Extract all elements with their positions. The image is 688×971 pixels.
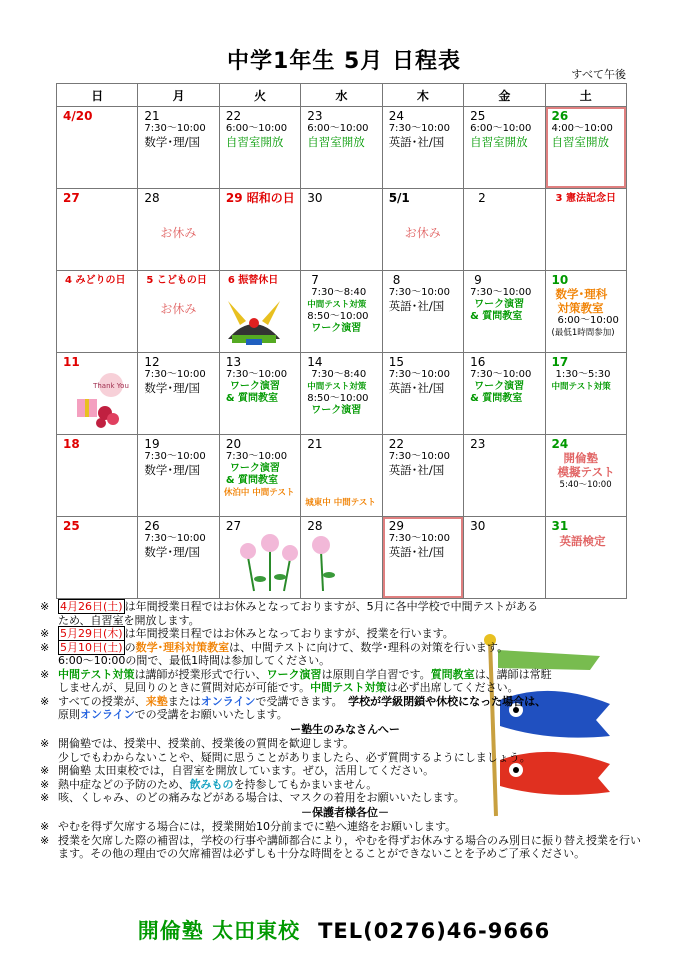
- note-fragment: 咳、くしゃみ、のどの痛みなどがある場合は、マスクの着用をお願いいたします。: [58, 791, 465, 804]
- day-cell: [57, 189, 138, 271]
- midterm-prep: 中間テスト対策: [551, 382, 611, 392]
- day-number: 23: [470, 437, 486, 451]
- class-time: 7:30～8:40: [311, 287, 367, 298]
- note-emphasis: 中間テスト対策: [58, 667, 135, 681]
- note-emphasis: 質問教室: [430, 667, 475, 681]
- prep-class-label: 対策教室: [557, 301, 604, 315]
- day-number: 10: [551, 273, 569, 287]
- day-cell-highlighted: [545, 107, 626, 189]
- day-cell: [138, 189, 219, 271]
- class-subject: 英語･社/国: [388, 545, 445, 559]
- week-row: [57, 271, 627, 353]
- class-time: 6:00～10:00: [557, 315, 619, 326]
- day-cell: [545, 435, 626, 517]
- attendance-note: (最低1時間参加): [551, 328, 615, 338]
- afternoon-note: すべて午後: [571, 68, 626, 81]
- day-number: 24: [551, 437, 569, 451]
- holiday-label: 4 みどりの日: [65, 275, 126, 286]
- day-cell: [57, 353, 138, 435]
- day-number: 8: [392, 273, 401, 287]
- day-number: 22: [388, 437, 404, 451]
- note-mark: ※: [40, 777, 50, 791]
- day-cell: [301, 189, 382, 271]
- note-fragment: 開倫塾では、授業中、授業前、授業後の質問を歓迎します。: [58, 737, 355, 750]
- day-number: 27: [63, 191, 80, 205]
- day-number: 4/20: [63, 109, 93, 123]
- closed-label: お休み: [160, 226, 197, 240]
- weekday-fri: 金: [464, 84, 545, 107]
- day-number: 29: [388, 519, 404, 533]
- day-cell: [545, 271, 626, 353]
- workbook-practice: ワーク演習: [311, 405, 362, 416]
- day-number: 31: [551, 519, 569, 533]
- note-fragment: は年間授業日程ではお休みとなっておりますが、5月に各中学校で中間テストがある: [124, 600, 539, 613]
- day-number: 26: [144, 519, 160, 533]
- class-time: 6:00～10:00: [470, 123, 532, 134]
- day-number: 22: [225, 109, 242, 123]
- note-fragment: または: [167, 694, 201, 708]
- day-cell: [57, 271, 138, 353]
- class-time: 7:30～10:00: [388, 287, 450, 298]
- mock-test-school: 開倫塾: [563, 451, 599, 465]
- note-item: [40, 627, 650, 641]
- note-item: [40, 737, 650, 764]
- workbook-practice: ワーク演習: [311, 323, 362, 334]
- day-cell: [138, 107, 219, 189]
- holiday-label: 6 振替休日: [227, 275, 279, 286]
- note-mark: ※: [40, 764, 50, 777]
- note-fragment: を持参してもかまいません。: [233, 777, 378, 791]
- note-emphasis: オンライン: [80, 708, 135, 721]
- day-cell: [138, 517, 219, 599]
- note-fragment: しませんが、見回りのときに質問対応が可能です。: [58, 681, 311, 694]
- school-midterm-note: 休泊中 中間テスト: [223, 488, 295, 498]
- class-time: 5:40～10:00: [559, 480, 612, 490]
- study-room-open: 自習室開放: [551, 135, 610, 149]
- eiken-test: 英語検定: [559, 534, 606, 548]
- note-fragment: は年間授業日程ではお休みとなっておりますが、授業を行います。: [124, 627, 454, 640]
- question-room: & 質問教室: [470, 393, 523, 404]
- day-cell: [545, 353, 626, 435]
- note-emphasis: 飲みもの: [189, 777, 234, 791]
- day-cell: [138, 353, 219, 435]
- day-cell: [382, 189, 463, 271]
- study-room-open: 自習室開放: [470, 135, 528, 149]
- class-time: 4:00～10:00: [551, 123, 613, 134]
- note-fragment: は必ず出席してください。: [386, 681, 519, 694]
- parents-heading: －保護者様各位－: [301, 805, 389, 819]
- note-mark: ※: [40, 833, 50, 847]
- note-fragment: すべての授業が、: [58, 694, 146, 708]
- clover-flowers-icon: [234, 529, 304, 595]
- kabuto-helmet-icon: [222, 295, 286, 347]
- day-number: 17: [551, 355, 569, 369]
- note-fragment: は講師が授業形式で行い、: [134, 667, 267, 681]
- class-time: 7:30～10:00: [225, 369, 288, 380]
- question-room: & 質問教室: [470, 311, 523, 322]
- note-text: [58, 600, 650, 627]
- note-item: [40, 695, 650, 722]
- day-number: 16: [470, 355, 486, 369]
- day-cell: [219, 107, 300, 189]
- students-heading: ー塾生のみなさんへー: [290, 722, 400, 736]
- day-cell: [219, 271, 300, 353]
- day-cell: [301, 271, 382, 353]
- day-number: 15: [388, 355, 404, 369]
- class-time: 7:30～8:40: [311, 369, 367, 380]
- schedule-calendar: [56, 83, 627, 599]
- workbook-practice: ワーク演習: [229, 463, 280, 474]
- note-emphasis: 学校が学級閉鎖や休校になった場合は、: [348, 694, 547, 708]
- weekday-wed: 水: [301, 84, 382, 107]
- day-cell: [382, 435, 463, 517]
- day-cell: [464, 435, 545, 517]
- note-mark: ※: [40, 627, 50, 640]
- class-time: 7:30～10:00: [388, 451, 450, 462]
- page-title: 中学1年生 5月 日程表: [227, 49, 461, 74]
- day-cell: [301, 517, 382, 599]
- day-number: 11: [63, 355, 80, 369]
- note-fragment: は、講師は常駐: [474, 667, 552, 681]
- day-number: 12: [144, 355, 160, 369]
- workbook-practice: ワーク演習: [229, 381, 280, 392]
- day-cell: [57, 517, 138, 599]
- class-subject: 数学･理/国: [144, 463, 201, 477]
- note-emphasis: 中間テスト対策: [310, 681, 387, 694]
- day-number: 30: [307, 191, 323, 205]
- day-cell: [57, 435, 138, 517]
- class-time: 7:30～10:00: [388, 123, 450, 134]
- day-cell: [382, 353, 463, 435]
- class-time: 7:30～10:00: [144, 533, 206, 544]
- note-fragment: は、中間テストに向けて、数学･理科の対策を行います。: [229, 640, 509, 654]
- note-fragment: 原則: [58, 708, 80, 721]
- day-cell: [545, 189, 626, 271]
- day-cell: [219, 353, 300, 435]
- note-fragment: 少しでもわからないことや、疑問に思うことがありましたら、必ず質問するようにしましょう。: [58, 750, 531, 764]
- day-cell: [57, 107, 138, 189]
- class-time: 7:30～10:00: [388, 369, 450, 380]
- note-text: [58, 668, 650, 695]
- day-number: 20: [225, 437, 242, 451]
- class-subject: 英語･社/国: [388, 135, 445, 149]
- weekday-thu: 木: [382, 84, 463, 107]
- week-row: [57, 107, 627, 189]
- day-number: 28: [307, 519, 323, 533]
- day-number: 25: [63, 519, 80, 533]
- class-time: 6:00～10:00: [225, 123, 288, 134]
- thank-you-flowers-icon: [71, 369, 133, 431]
- note-item: [40, 791, 650, 805]
- note-fragment: ため、自習室を開放します。: [58, 613, 200, 627]
- mock-test-label: 模擬テスト: [557, 465, 615, 479]
- class-subject: 英語･社/国: [388, 299, 445, 313]
- note-emphasis: 数学･理科対策教室: [135, 640, 230, 654]
- day-number: 30: [470, 519, 486, 533]
- class-time: 7:30～10:00: [470, 369, 532, 380]
- midterm-prep: 中間テスト対策: [307, 300, 367, 310]
- day-number: 21: [144, 109, 160, 123]
- weekday-sun: 日: [57, 84, 138, 107]
- day-cell: [545, 517, 626, 599]
- day-number: 9: [474, 273, 482, 287]
- class-time: 7:30～10:00: [470, 287, 532, 298]
- note-item: [40, 778, 650, 792]
- class-time: 8:50～10:00: [307, 393, 369, 404]
- note-item: [40, 820, 650, 834]
- day-cell: [464, 107, 545, 189]
- weekday-tue: 火: [219, 84, 300, 107]
- class-subject: 英語･社/国: [388, 463, 445, 477]
- class-time: 7:30～10:00: [144, 369, 206, 380]
- workbook-practice: ワーク演習: [474, 381, 525, 392]
- day-cell: [382, 107, 463, 189]
- note-text: [58, 641, 650, 668]
- footer: [0, 915, 688, 945]
- study-room-open: 自習室開放: [307, 135, 365, 149]
- note-fragment: での受講をお願いいたします。: [134, 708, 288, 721]
- day-number: 26: [551, 109, 569, 123]
- note-mark: ※: [40, 791, 50, 804]
- highlight-date: 4月26日(土): [60, 600, 123, 613]
- class-time: 6:00～10:00: [307, 123, 369, 134]
- day-cell: [138, 271, 219, 353]
- note-mark: ※: [40, 820, 50, 833]
- note-item: [40, 668, 650, 695]
- day-cell: [219, 435, 300, 517]
- day-number: 14: [307, 355, 323, 369]
- clover-flower-icon: [305, 529, 339, 595]
- note-mark: ※: [40, 737, 50, 750]
- week-row: [57, 517, 627, 599]
- math-science-prep: 数学･理科: [555, 287, 608, 301]
- class-subject: 数学･理/国: [144, 381, 201, 395]
- note-fragment: 熱中症などの予防のため、: [58, 777, 190, 791]
- note-item: [40, 764, 650, 778]
- weekday-mon: 月: [138, 84, 219, 107]
- day-cell: [138, 435, 219, 517]
- day-number: 5/1: [388, 191, 410, 205]
- note-fragment: 開倫塾 太田東校では，自習室を開放しています。ぜひ，活用してください。: [58, 764, 435, 777]
- day-cell-highlighted: [382, 517, 463, 599]
- midterm-prep: 中間テスト対策: [307, 382, 367, 392]
- note-item: [40, 834, 650, 861]
- day-number: 21: [307, 437, 323, 451]
- class-time: 7:30～10:00: [388, 533, 450, 544]
- thank-you-text: Thank You: [93, 382, 129, 390]
- class-time: 1:30～5:30: [555, 369, 611, 380]
- day-cell: [464, 189, 545, 271]
- class-subject: 英語･社/国: [388, 381, 445, 395]
- class-time: 8:50～10:00: [307, 311, 369, 322]
- day-cell: [301, 107, 382, 189]
- day-number: 13: [225, 355, 242, 369]
- weekday-sat: 土: [545, 84, 626, 107]
- class-subject: 数学･理/国: [144, 545, 201, 559]
- study-room-open: 自習室開放: [225, 135, 284, 149]
- day-number: 2: [478, 191, 486, 205]
- day-cell: [219, 189, 300, 271]
- note-mark: ※: [40, 600, 50, 613]
- class-time: 7:30～10:00: [144, 451, 206, 462]
- note-mark: ※: [40, 640, 50, 654]
- note-fragment: の: [124, 640, 136, 654]
- note-mark: ※: [40, 667, 50, 681]
- day-cell: [301, 435, 382, 517]
- holiday-label: 5 こどもの日: [146, 275, 207, 286]
- day-number: 18: [63, 437, 80, 451]
- holiday-label: 3 憲法記念日: [555, 193, 616, 204]
- note-emphasis: 来塾: [145, 694, 168, 708]
- week-row: [57, 189, 627, 271]
- note-item: [40, 600, 650, 627]
- day-cell: [464, 271, 545, 353]
- closed-label: お休み: [404, 226, 441, 240]
- day-number: 19: [144, 437, 160, 451]
- note-fragment: やむを得ず欠席する場合には，授業開始10分前までに塾へ連絡をお願いします。: [58, 820, 457, 833]
- note-text: [58, 737, 650, 764]
- school-name: 開倫塾 太田東校: [137, 919, 301, 943]
- weekday-header-row: [57, 84, 627, 107]
- class-subject: 数学･理/国: [144, 135, 201, 149]
- note-text: [58, 627, 650, 641]
- day-cell: [219, 517, 300, 599]
- day-number: 7: [311, 273, 319, 287]
- highlight-date: 5月10日(土): [60, 640, 123, 654]
- note-fragment: で受講できます。: [255, 694, 349, 708]
- day-cell: [382, 271, 463, 353]
- day-number: 23: [307, 109, 323, 123]
- note-emphasis: オンライン: [200, 694, 256, 708]
- highlight-date: 5月29日(木): [60, 627, 123, 640]
- day-cell: [301, 353, 382, 435]
- week-row: [57, 435, 627, 517]
- holiday-label: 29 昭和の日: [225, 191, 295, 205]
- note-fragment: 授業を欠席した際の補習は，学校の行事や講師都合により，やむを得ずお休みする場合のみ別日に振り替え授業を行います。その他の理由での欠席補習は必ずしも十分な時間をとることができないことを予めご了承ください。: [58, 833, 641, 860]
- note-fragment: は原則自学自習です。: [321, 667, 431, 681]
- note-fragment: 6:00～10:00の間で、最低1時間は参加してください。: [58, 654, 331, 667]
- school-midterm-note: 城東中 中間テスト: [305, 498, 376, 508]
- question-room: & 質問教室: [225, 475, 279, 486]
- day-cell: [464, 353, 545, 435]
- day-cell: [464, 517, 545, 599]
- class-time: 7:30～10:00: [225, 451, 288, 462]
- note-text: [58, 778, 650, 792]
- class-time: 7:30～10:00: [144, 123, 206, 134]
- day-number: 25: [470, 109, 486, 123]
- phone-number: TEL(0276)46-9666: [318, 919, 551, 943]
- note-emphasis: ワーク演習: [266, 667, 322, 681]
- week-row: [57, 353, 627, 435]
- note-text: [58, 695, 650, 722]
- day-number: 27: [225, 519, 242, 533]
- closed-label: お休み: [160, 302, 197, 316]
- note-item: [40, 641, 650, 668]
- day-number: 28: [144, 191, 160, 205]
- notes-section: [40, 600, 650, 861]
- note-mark: ※: [40, 694, 50, 708]
- question-room: & 質問教室: [225, 393, 279, 404]
- workbook-practice: ワーク演習: [474, 299, 525, 310]
- day-number: 24: [388, 109, 404, 123]
